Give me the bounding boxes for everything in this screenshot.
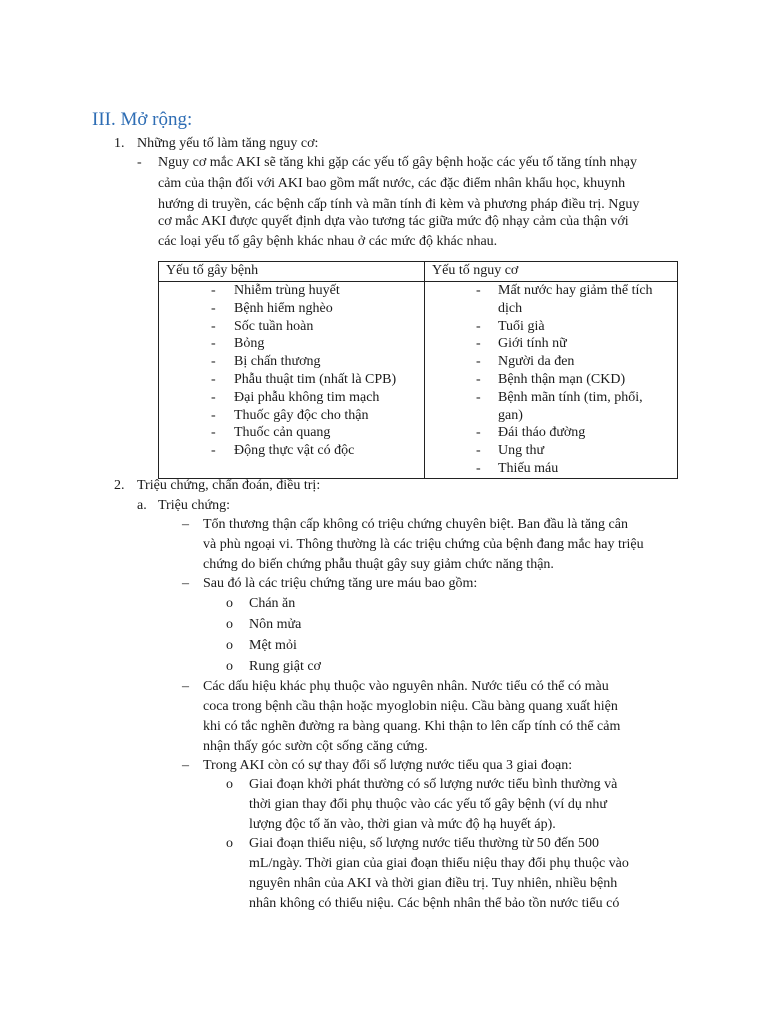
list-item: - Bỏng <box>211 336 265 352</box>
list-item: - Động thực vật có độc <box>211 443 355 459</box>
section-1-number: 1. <box>114 136 125 151</box>
list-item: - Thiếu máu <box>476 460 559 476</box>
list-item: - Đái tháo đường <box>476 425 586 441</box>
list-item: - Bị chấn thương <box>211 354 321 370</box>
list-item: - Thuốc cản quang <box>211 425 331 441</box>
circle-bullet: o <box>226 777 233 792</box>
list-item: - Thuốc gây độc cho thận <box>211 407 369 423</box>
text-line: và phù ngoại vi. Thông thường là các triệu chứng của bệnh đang mắc hay triệu <box>203 537 644 552</box>
circle-bullet: o <box>226 836 233 851</box>
list-item: Chán ăn <box>249 596 296 611</box>
text-line: Sau đó là các triệu chứng tăng ure máu bao gồm: <box>203 576 478 591</box>
text-line: chứng do biến chứng phẫu thuật gây suy giảm chức năng thận. <box>203 557 554 572</box>
intro-line: cảm của thận đối với AKI bao gồm mất nước, các đặc điểm nhân khẩu học, khuynh <box>158 176 626 191</box>
list-item-continuation: dịch <box>498 300 523 316</box>
list-item: - Giới tính nữ <box>476 336 567 352</box>
list-item-continuation: gan) <box>498 407 523 423</box>
list-item: - Phẫu thuật tim (nhất là CPB) <box>211 371 397 387</box>
intro-line: Nguy cơ mắc AKI sẽ tăng khi gặp các yếu tố gây bệnh hoặc các yếu tố tăng tính nhạy <box>158 155 637 170</box>
list-item: - Nhiễm trùng huyết <box>211 283 340 298</box>
text-line: Giai đoạn thiểu niệu, số lượng nước tiểu thường từ 50 đến 500 <box>249 836 600 851</box>
list-item: Rung giật cơ <box>249 659 321 674</box>
risks-column <box>425 282 678 479</box>
intro-line: các loại yếu tố gây bệnh khác nhau ở các mức độ khác nhau. <box>158 234 498 249</box>
list-item: - Sốc tuần hoàn <box>211 318 314 334</box>
circle-bullet: o <box>226 659 233 674</box>
endash-bullet: – <box>182 576 189 591</box>
list-item: Mệt mỏi <box>249 638 297 653</box>
subsection-a-title: Triệu chứng: <box>158 498 231 513</box>
text-line: khi có tắc nghẽn đường ra bàng quang. Khi thận to lên cấp tính có thể cảm <box>203 719 621 734</box>
endash-bullet: – <box>182 679 189 694</box>
text-line: thời gian thay đổi phụ thuộc vào các yếu tố gây bệnh (ví dụ như <box>249 797 607 812</box>
list-item: - Tuổi già <box>476 318 545 334</box>
table-header-causes: Yếu tố gây bệnh <box>159 262 425 282</box>
text-line: nhân không có thiểu niệu. Các bệnh nhân thể bảo tồn nước tiểu có <box>249 896 620 911</box>
circle-bullet: o <box>226 596 233 611</box>
text-line: lượng độc tố ăn vào, thời gian và mức độ hạ huyết áp). <box>249 817 556 832</box>
section-2-number: 2. <box>114 478 125 493</box>
section-2-title: Triệu chứng, chẩn đoán, điều trị: <box>137 478 321 493</box>
section-heading: III. Mở rộng: <box>92 109 193 130</box>
circle-bullet: o <box>226 617 233 632</box>
risk-factor-table <box>158 261 678 479</box>
intro-dash: - <box>137 155 142 170</box>
endash-bullet: – <box>182 758 189 773</box>
intro-line: hướng di truyền, các bệnh cấp tính và mãn tính đi kèm và phương pháp điều trị. Nguy <box>158 197 640 212</box>
text-line: nhận thấy góc sườn cột sống căng cứng. <box>203 739 428 754</box>
intro-line: cơ mắc AKI được quyết định dựa vào tương tác giữa mức độ nhạy cảm của thận với <box>158 214 629 229</box>
list-item: - Ung thư <box>476 443 545 459</box>
text-line: coca trong bệnh cầu thận hoặc myoglobin niệu. Cầu bàng quang xuất hiện <box>203 699 618 714</box>
causes-column <box>159 282 425 479</box>
endash-bullet: – <box>182 517 189 532</box>
text-line: Các dấu hiệu khác phụ thuộc vào nguyên nhân. Nước tiểu có thể có màu <box>203 679 609 694</box>
list-item: - Đại phẫu không tim mạch <box>211 389 380 405</box>
text-line: Giai đoạn khởi phát thường có số lượng nước tiểu bình thường và <box>249 777 618 792</box>
list-item: - Bệnh mãn tính (tim, phổi, <box>476 389 643 405</box>
list-item: - Mất nước hay giảm thể tích <box>476 283 653 298</box>
section-1-title: Những yếu tố làm tăng nguy cơ: <box>137 136 319 151</box>
list-item: Nôn mửa <box>249 617 302 632</box>
text-line: nguyên nhân của AKI và thời gian điều trị. Tuy nhiên, nhiều bệnh <box>249 876 618 891</box>
text-line: mL/ngày. Thời gian của giai đoạn thiểu niệu thay đổi phụ thuộc vào <box>249 856 629 871</box>
list-item: - Bệnh hiểm nghèo <box>211 300 333 316</box>
circle-bullet: o <box>226 638 233 653</box>
list-item: - Người da đen <box>476 354 575 370</box>
list-item: - Bệnh thận mạn (CKD) <box>476 371 626 387</box>
table-header-risks: Yếu tố nguy cơ <box>425 262 678 282</box>
text-line: Trong AKI còn có sự thay đổi số lượng nước tiểu qua 3 giai đoạn: <box>203 758 573 773</box>
text-line: Tổn thương thận cấp không có triệu chứng chuyên biệt. Ban đầu là tăng cân <box>203 517 628 532</box>
subsection-a-marker: a. <box>137 498 147 513</box>
